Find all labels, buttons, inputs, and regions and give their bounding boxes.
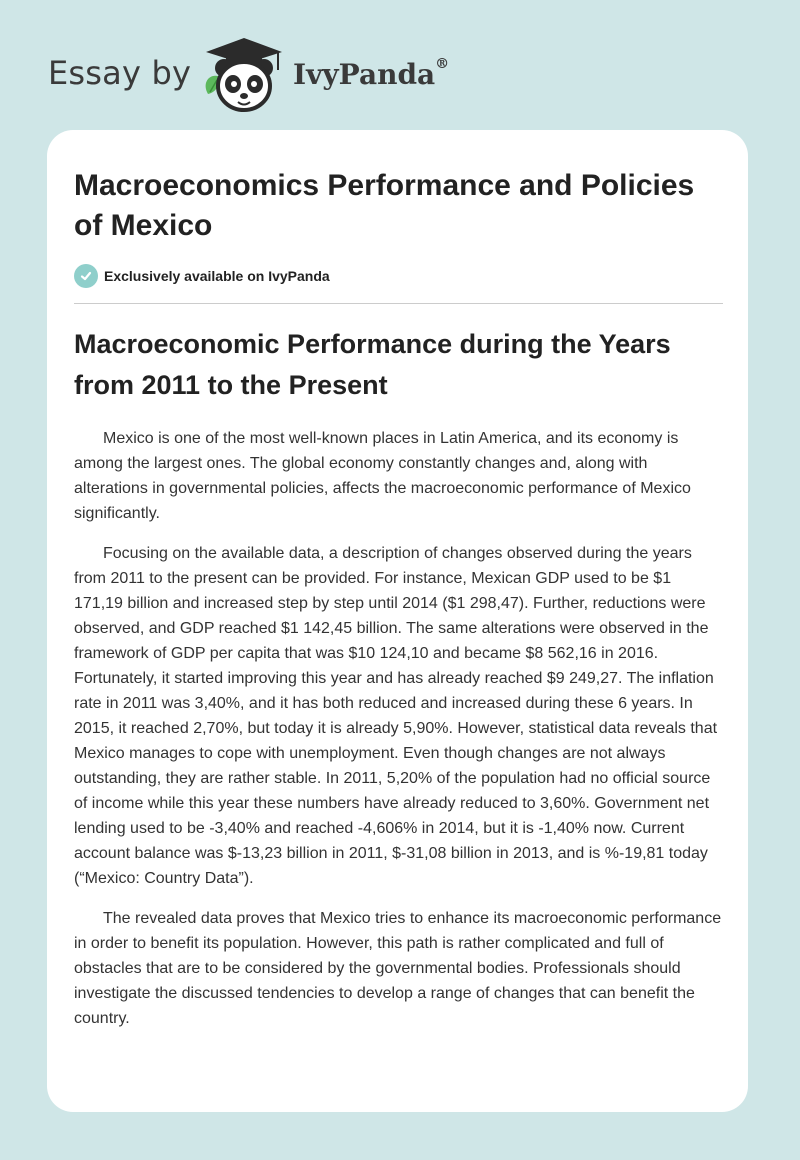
paragraph: The revealed data proves that Mexico tries to enhance its macroeconomic performance in order to benefit its population. However, this path is rather complicated and full of obstacles that are to be considered by the governmental bodies. Professionals should investigate the discussed tendencies to develop a range of changes that can benefit the country. (74, 910, 722, 1027)
paragraph: Mexico is one of the most well-known places in Latin America, and its economy is among the largest ones. The global economy constantly changes and, along with alterations in governmental policies, affects the macroeconomic performance of Mexico significantly. (74, 430, 691, 522)
registered-mark: ® (435, 56, 450, 72)
essay-by-label: Essay by (48, 54, 192, 92)
article-body (74, 426, 722, 1046)
article-card (47, 130, 748, 1112)
paragraph: Focusing on the available data, a description of changes observed during the years from 2011 to the present can be provided. For instance, Mexican GDP used to be $1 171,19 billion and increased step by step until 2014 ($1 298,47). Further, reductions were observed, and GDP reached $1 142,45 billion. The same alterations were observed in the framework of GDP per capita that was $10 124,10 and became $8 562,16 in 2016. Fortunately, it started improving this year and has already reached $9 249,27. The inflation rate in 2011 was 3,40%, and it has both reduced and increased during these 6 years. In 2015, it reached 2,70%, but today it is already 5,90%. However, statistical data reveals that Mexico manages to cope with unemployment. Even though changes are not always outstanding, they are rather stable. In 2011, 5,20% of the population had no official source of income while this year these numbers have already reduced to 3,60%. Government net lending used to be -3,40% and reached -4,606% in 2014, but it is -1,40% now. Current account balance was $-13,23 billion in 2011, $-31,08 billion in 2013, and is %-19,81 today (“Mexico: Country Data”). (74, 545, 718, 887)
exclusive-badge-label: Exclusively available on IvyPanda (104, 268, 330, 284)
panda-graduate-logo-icon[interactable] (198, 34, 290, 114)
brand-name[interactable]: IvyPanda® (293, 56, 450, 91)
site-header (48, 34, 548, 114)
section-heading: Macroeconomic Performance during the Years from 2011 to the Present (74, 329, 671, 400)
check-circle-icon (74, 264, 98, 288)
exclusive-badge (74, 263, 330, 289)
divider (74, 303, 723, 304)
page-title: Macroeconomics Performance and Policies of Mexico (74, 169, 695, 242)
